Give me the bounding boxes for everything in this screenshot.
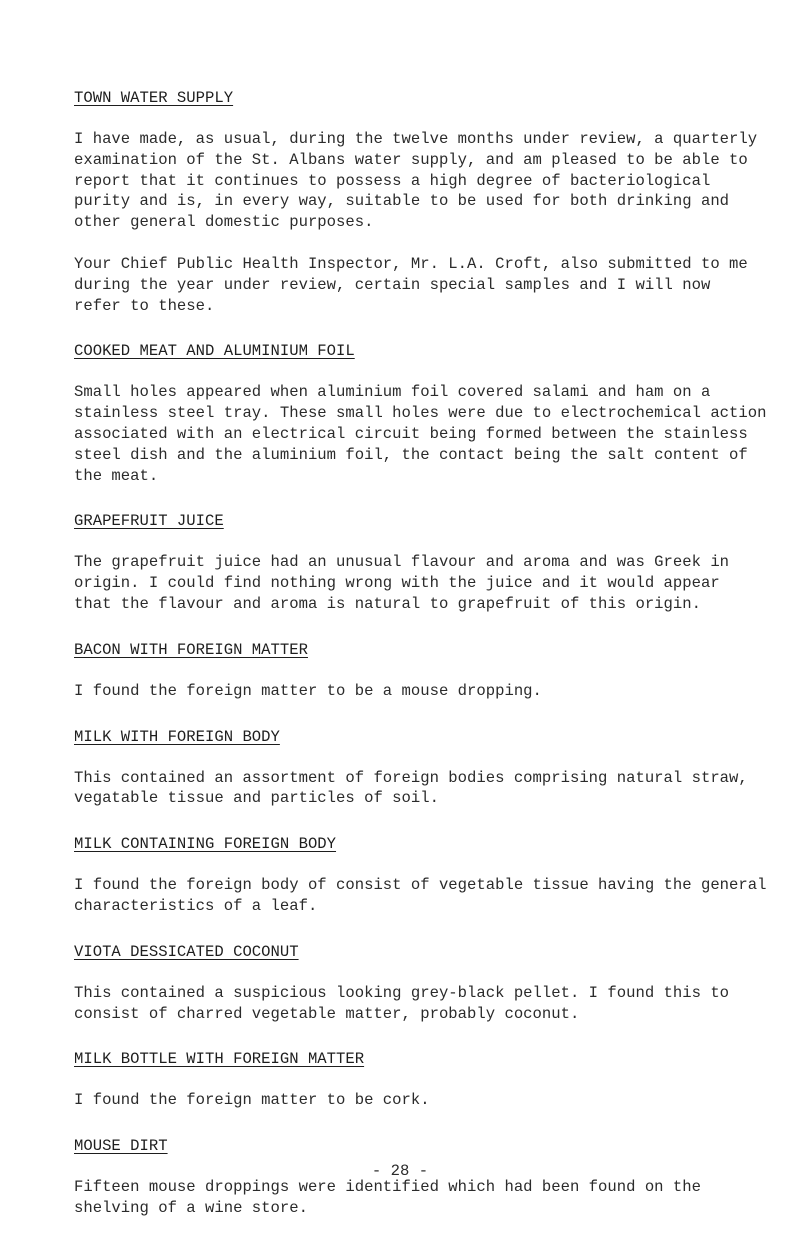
section-milk-bottle — [74, 1049, 790, 1111]
section-text: This contained an assortment of foreign bodies comprising natural straw, vegatable tissue and particles of soil. — [74, 768, 748, 808]
section-heading: MILK BOTTLE WITH FOREIGN MATTER — [74, 1050, 365, 1069]
section-cooked-meat — [74, 341, 790, 486]
section-grapefruit-juice — [74, 511, 790, 614]
section-heading: COOKED MEAT AND ALUMINIUM FOIL — [74, 342, 355, 361]
section-coconut — [74, 942, 790, 1025]
section-heading: BACON WITH FOREIGN MATTER — [74, 640, 308, 659]
section-text: The grapefruit juice had an unusual flavour and aroma and was Greek in origin. I could find nothing wrong with the juice and it would appear that the flavour and aroma is natural to grapefruit of this origin. — [74, 553, 730, 613]
section-milk-foreign-body — [74, 727, 790, 810]
section-text: This contained a suspicious looking grey-black pellet. I found this to consist of charred vegetable matter, probably coconut. — [74, 983, 730, 1023]
intro-paragraph-1: I have made, as usual, during the twelve months under review, a quarterly examination of the St. Albans water supply, and am pleased to be able to report that it continues to possess a high degree of bacteriological purity and is, in every way, suitable to be used for both drinking and other general domestic purposes. — [74, 130, 758, 232]
section-heading: VIOTA DESSICATED COCONUT — [74, 942, 299, 961]
section-text: Fifteen mouse droppings were identified which had been found on the shelving of a wine store. — [74, 1178, 701, 1217]
section-text: I found the foreign matter to be a mouse dropping. — [74, 681, 542, 700]
section-heading: MILK CONTAINING FOREIGN BODY — [74, 835, 337, 854]
section-heading: GRAPEFRUIT JUICE — [74, 512, 224, 531]
intro-paragraph-2: Your Chief Public Health Inspector, Mr. L.A. Croft, also submitted to me during the year under review, certain special samples and I will now refer to these. — [74, 254, 748, 315]
section-heading: MILK WITH FOREIGN BODY — [74, 727, 280, 746]
document-page — [74, 88, 790, 1219]
section-milk-containing-foreign-body — [74, 834, 790, 917]
title-heading: TOWN WATER SUPPLY — [74, 89, 234, 107]
page-number: - 28 - — [371, 1162, 429, 1180]
section-text: I found the foreign body of consist of vegetable tissue having the general characteristics of a leaf. — [74, 876, 767, 915]
section-heading: MOUSE DIRT — [74, 1137, 168, 1156]
section-text: Small holes appeared when aluminium foil covered salami and ham on a stainless steel tray. These small holes were due to electrochemical action associated with an electrical circuit being formed between the stainless steel dish and the aluminium foil, the contact being the salt content of the meat. — [74, 383, 767, 485]
section-bacon — [74, 640, 790, 702]
section-text: I found the foreign matter to be cork. — [74, 1091, 430, 1110]
